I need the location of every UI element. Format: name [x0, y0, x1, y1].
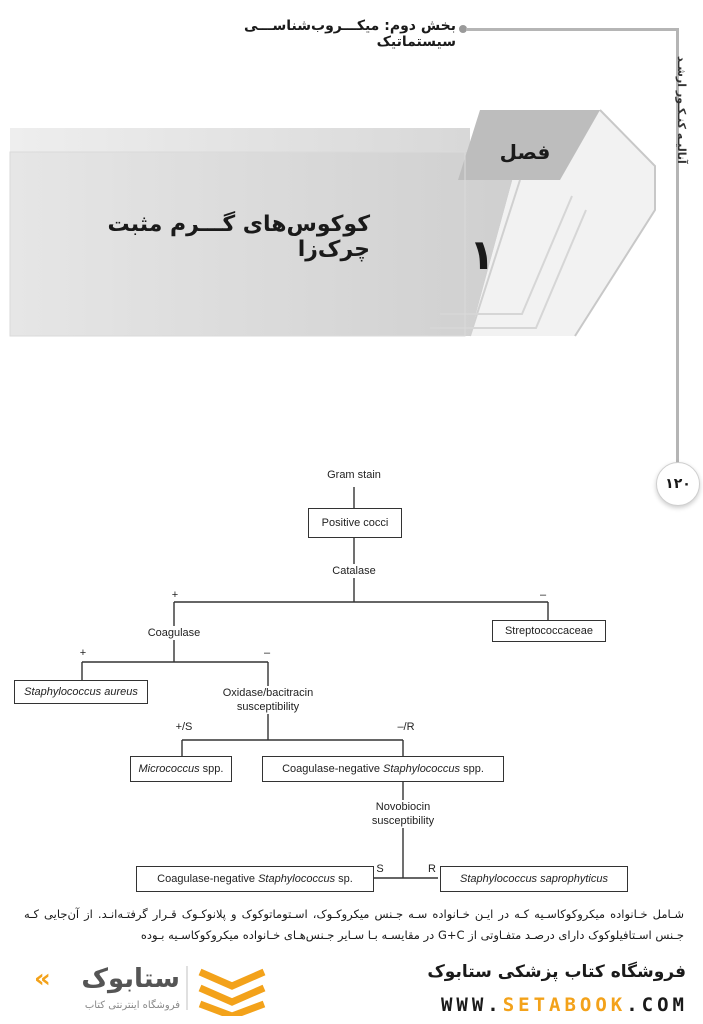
chapter-label: فصل: [499, 140, 551, 164]
positive-cocci-box: Positive cocci: [308, 508, 402, 538]
coagulase-label: Coagulase: [147, 627, 201, 639]
oxidase-label-line2: susceptibility: [236, 701, 300, 713]
book-logo-icon: [196, 964, 268, 1016]
catalase-label: Catalase: [332, 565, 376, 577]
oxidase-label-line1: Oxidase/bacitracin: [222, 687, 314, 699]
url-tld: .COM: [626, 994, 688, 1016]
micrococcus-box: [130, 756, 232, 782]
cns-sp-box: [136, 866, 374, 892]
logo-subtitle: فروشگاه اینترنتی کتاب: [84, 1000, 180, 1011]
micrococcus-genus: Micrococcus: [138, 763, 200, 775]
coagulase-minus: –: [263, 647, 271, 659]
logo-divider: [186, 966, 188, 1010]
novobiocin-s: S: [376, 863, 384, 875]
chapter-number: ۱: [469, 230, 495, 279]
chapter-title: کوکوس‌های گـــرم مثبت چرک‌زا: [107, 212, 370, 262]
section-title: بخش دوم: میکـــروب‌شناســـی سیستماتیک: [243, 18, 456, 50]
catalase-plus: +: [171, 589, 179, 601]
cns-sp-genus: Staphylococcus: [258, 873, 336, 885]
page-number: ۱۲۰: [656, 462, 700, 506]
logo-chevrons: «: [34, 964, 51, 994]
gram-stain-label: Gram stain: [327, 469, 381, 481]
s-saprophyticus-box: Staphylococcus saprophyticus: [440, 866, 628, 892]
oxidase-plus-s: +/S: [175, 721, 193, 733]
novobiocin-label-line2: susceptibility: [371, 815, 435, 827]
cns-prefix: Coagulase-negative: [282, 763, 383, 775]
header-rule: [466, 28, 678, 31]
cns-sp: sp.: [335, 873, 353, 885]
s-aureus-box: Staphylococcus aureus: [14, 680, 148, 704]
cns-spp-box: [262, 756, 504, 782]
micrococcus-spp: spp.: [199, 763, 224, 775]
coagulase-plus: +: [79, 647, 87, 659]
side-title: آنالیـه کنـکـور ارشـد: [675, 56, 688, 164]
oxidase-minus-r: –/R: [397, 721, 415, 733]
url-www: WWW.: [440, 994, 503, 1016]
body-paragraph: شـامل خـانواده میکروکوکاسـیه کـه در ایـن خـانواده سـه جـنس میکروکـوک، اسـتوماتوکوک و پلانوکـوک قـرار گرفتـه‌انـد. از آن‌جایی کـه جـنس اسـتافیلوکوک دارای درصـد متفـاوتی از G+C در مقایسـه بـا سـایر جـنس‌هـای خـانواده میکروکوکاسـیه بـوده: [24, 907, 684, 942]
cns-sp-prefix: Coagulase-negative: [157, 873, 259, 885]
streptococcaceae-box: Streptococcaceae: [492, 620, 606, 642]
novobiocin-r: R: [428, 863, 436, 875]
logo-wordmark: ستابوک: [81, 964, 180, 994]
cns-genus: Staphylococcus: [383, 763, 461, 775]
novobiocin-label-line1: Novobiocin: [375, 801, 431, 813]
cns-spp: spp.: [460, 763, 484, 775]
url-domain: SETABOOK: [502, 994, 627, 1016]
catalase-minus: –: [539, 589, 547, 601]
store-name: فروشگاه کتاب پزشکی ستابوک: [427, 962, 686, 982]
store-url[interactable]: [366, 994, 688, 1016]
